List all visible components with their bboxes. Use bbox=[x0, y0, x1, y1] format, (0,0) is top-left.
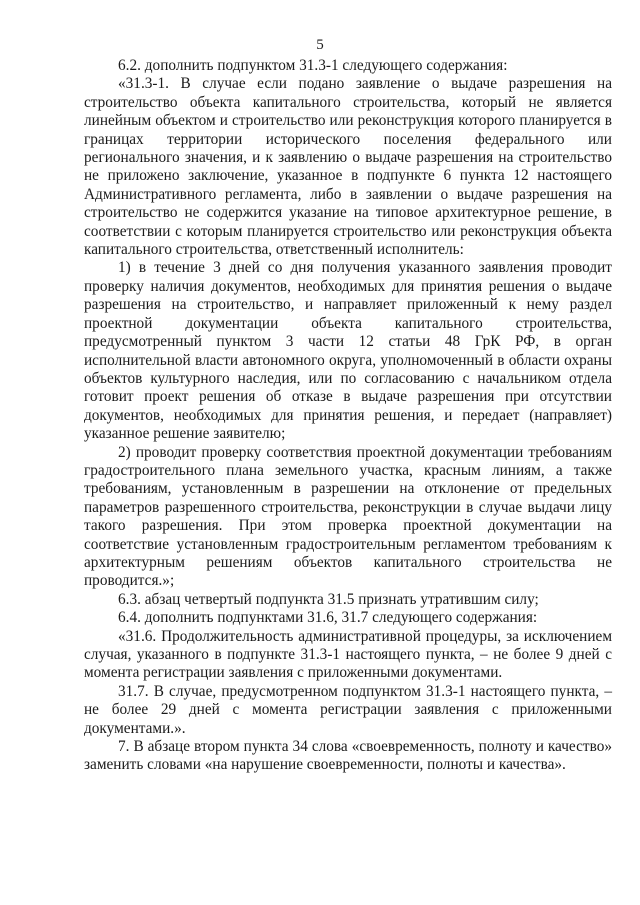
paragraph-6-2: 6.2. дополнить подпунктом 31.3-1 следующего содержания: bbox=[118, 57, 508, 74]
paragraph-item-1: 1) в течение 3 дней со дня получения указанного заявления проводит проверку наличия документов, необходимых для принятия решения о выдаче разрешения на строительство, и направляет приложенный к нему раздел проектной документации объекта капитального строительства, предусмотренный пунктом 3 части 12 статьи 48 ГрК РФ, в орган исполнительной власти автономного округа, уполномоченный в области охраны объектов культурного наследия, или по согласованию с начальником отдела готовит проект решения об отказе в выдаче разрешения при отсутствии документов, необходимых для принятия решения, и передает (направляет) указанное решение заявителю; bbox=[84, 259, 612, 443]
document-body bbox=[84, 57, 612, 775]
paragraph-6-3: 6.3. абзац четвертый подпункта 31.5 признать утратившим силу; bbox=[118, 590, 539, 608]
paragraph-6-4: 6.4. дополнить подпунктами 31.6, 31.7 следующего содержания: bbox=[118, 609, 538, 627]
paragraph-31-3-1: «31.3-1. В случае если подано заявление о выдаче разрешения на строительство объекта капитального строительства, который не является линейным объектом и строительство или реконструкция которого планируется в границах территории исторического поселения федерального или регионального значения, и к заявлению о выдаче разрешения на строительство не приложено заключение, указанное в подпункте 6 пункта 12 настоящего Административного регламента, либо в заявлении о выдаче разрешения на строительство не содержится указание на типовое архитектурное решение, в соответствии с которым планируется строительство или реконструкция объекта капитального строительства, ответственный исполнитель: bbox=[84, 75, 612, 259]
paragraph-7: 7. В абзаце втором пункта 34 слова «своевременность, полноту и качество» заменить словами «на нарушение своевременности, полноты и качества». bbox=[84, 738, 612, 774]
paragraph-item-2: 2) проводит проверку соответствия проектной документации требованиям градостроительного плана земельного участка, красным линиям, а также требованиям, установленным в разрешении на отклонение от предельных параметров разрешенного строительства, реконструкции в случае выдачи лицу такого разрешения. При этом проверка проектной документации на соответствие установленным градостроительным регламентом требованиям к архитектурным решениям объектов капитального строительства не проводится.»; bbox=[84, 443, 612, 590]
paragraph-31-6: «31.6. Продолжительность административной процедуры, за исключением случая, указанного в подпункте 31.3-1 настоящего пункта, – не более 9 дней с момента регистрации заявления с приложенными документами. bbox=[84, 627, 612, 682]
paragraph-31-7: 31.7. В случае, предусмотренном подпунктом 31.3-1 настоящего пункта, – не более 29 дней с момента регистрации заявления с приложенными документами.». bbox=[84, 682, 612, 737]
page-number: 5 bbox=[316, 37, 324, 53]
